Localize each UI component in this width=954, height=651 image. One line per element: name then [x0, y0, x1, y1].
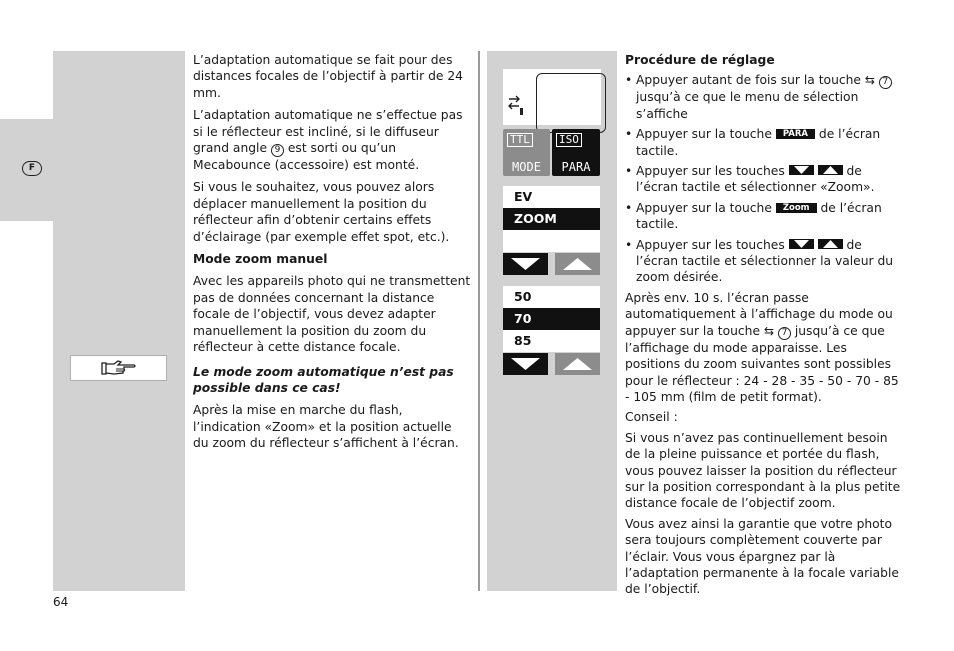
paragraph: Avec les appareils photo qui ne transmettent pas de données concernant la distance focale de l’objectif, vous devez adapter manuellement la position du zoom du réflecteur à cette distance focale.: [193, 274, 471, 355]
flash-display-screen: [503, 69, 601, 125]
menu-empty-row: [503, 230, 600, 252]
mode-label: MODE: [512, 160, 541, 174]
right-text-column: [625, 52, 905, 602]
down-arrow-button[interactable]: [503, 253, 548, 275]
menu-item-zoom[interactable]: ZOOM: [503, 208, 600, 230]
page-number: 64: [53, 595, 69, 609]
zoom-key-icon: Zoom: [776, 203, 817, 213]
text-span: jusqu’à ce que le menu de sélection s’affiche: [636, 90, 859, 121]
zoom-value-70[interactable]: 70: [503, 308, 600, 330]
list-item: [625, 163, 905, 196]
text-span: de l’écran tactile.: [636, 127, 881, 158]
text-span: est sorti ou qu’un Mecabounce (accessoire) est monté.: [193, 141, 420, 173]
list-item: [625, 72, 905, 122]
menu-item-ev[interactable]: EV: [503, 186, 600, 208]
language-badge: F: [22, 161, 42, 176]
up-arrow-button[interactable]: [555, 253, 600, 275]
text-span: Appuyer sur les touches: [636, 164, 789, 179]
text-span: Appuyer autant de fois sur la touche: [636, 73, 865, 88]
display-frame: [536, 73, 606, 133]
text-span: Après env. 10 s. l’écran passe automatiquement à l’affichage du mode ou appuyer sur la touche: [625, 290, 893, 338]
ttl-label: TTL: [507, 133, 533, 147]
arrow-up-icon: [563, 357, 592, 371]
paragraph: Après la mise en marche du flash, l’indication «Zoom» et la position actuelle du zoom du réflecteur s’affichent à l’écran.: [193, 403, 459, 451]
arrow-up-key-icon: [818, 165, 843, 175]
paragraph: Si vous le souhaitez, vous pouvez alors déplacer manuellement la position du réflecteur afin d’obtenir certains effets d’éclairage (par exemple effet spot, etc.).: [193, 180, 450, 244]
section-heading: Procédure de réglage: [625, 53, 775, 67]
paragraph: Vous avez ainsi la garantie que votre photo sera toujours complètement couverte par l’éclair. Vous vous épargnez par là l’adaptation permanente à la focale variable de l’objectif.: [625, 516, 899, 597]
reference-number: 7: [879, 76, 892, 89]
swap-icon: ⇆: [864, 73, 875, 88]
arrow-down-key-icon: [789, 165, 814, 175]
note-text: Le mode zoom automatique n’est pas possible dans ce cas!: [193, 364, 454, 395]
para-key-icon: PARA: [776, 129, 815, 139]
pointing-hand-icon: [100, 359, 138, 377]
arrow-down-icon: [511, 357, 540, 371]
iso-label: ISO: [556, 133, 582, 147]
para-label: PARA: [561, 160, 591, 174]
paragraph: [625, 290, 905, 405]
paragraph: L’adaptation automatique se fait pour des distances focales de l’objectif à partir de 24 mm.: [193, 53, 463, 100]
list-item: [625, 126, 905, 159]
left-margin-column: [53, 51, 185, 591]
text-span: Appuyer sur la touche: [636, 200, 776, 215]
text-span: Appuyer sur la touche: [636, 127, 776, 142]
text-span: L’adaptation automatique ne s’effectue pas si le réflecteur est incliné, si le diffuseur grand angle: [193, 108, 463, 156]
swap-icon: ⇆: [763, 323, 775, 338]
left-text-column: [193, 52, 471, 458]
text-span: Appuyer sur les touches: [636, 237, 789, 252]
reference-number: 7: [778, 327, 791, 340]
reference-number: 9: [271, 144, 284, 157]
text-span: de l’écran tactile.: [636, 200, 882, 232]
list-item: [625, 200, 905, 233]
up-arrow-button[interactable]: [555, 353, 600, 375]
arrow-down-icon: [511, 257, 540, 271]
arrow-up-key-icon: [818, 239, 843, 249]
zoom-value-85[interactable]: 85: [503, 330, 600, 352]
para-button[interactable]: [552, 129, 600, 176]
section-heading: Mode zoom manuel: [193, 252, 328, 267]
arrow-down-key-icon: [789, 239, 814, 249]
mode-button[interactable]: [503, 129, 550, 176]
list-item: [625, 237, 905, 286]
text-span: de l’écran tactile et sélectionner la valeur du zoom désirée.: [636, 237, 894, 285]
arrow-up-icon: [563, 257, 592, 271]
column-divider: [478, 51, 480, 591]
zoom-value-50[interactable]: 50: [503, 286, 600, 308]
note-box: [70, 355, 167, 381]
down-arrow-button[interactable]: [503, 353, 548, 375]
text-span: jusqu’à ce que l’affichage du mode apparaisse. Les positions du zoom suivantes sont possibles pour le réflecteur : 24 - 28 - 35 - 50 - 70 - 85 - 105 mm (film de petit format).: [625, 323, 899, 404]
tip-label: Conseil :: [625, 410, 678, 425]
bounce-indicator-icon: [507, 95, 525, 117]
paragraph: [193, 107, 471, 173]
paragraph: Si vous n’avez pas continuellement besoin de la pleine puissance et portée du flash, vous pouvez laisser la position du réflecteur sur la position correspondant à la plus petite distance focale de l’objectif zoom.: [625, 430, 901, 511]
text-span: de l’écran tactile et sélectionner «Zoom».: [636, 164, 875, 195]
